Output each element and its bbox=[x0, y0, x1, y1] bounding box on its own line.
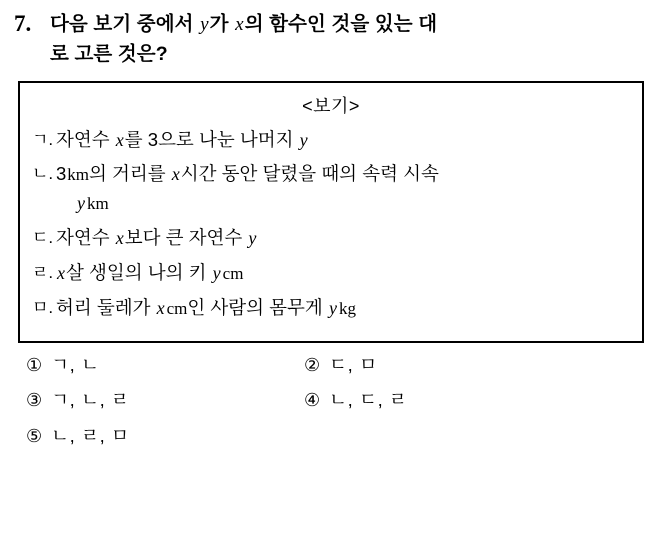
item-body-a bbox=[56, 126, 630, 155]
answer-row-3 bbox=[26, 424, 643, 448]
question-number: 7. bbox=[14, 11, 32, 36]
item-b-unit-km-2: km bbox=[87, 194, 109, 214]
item-body-e bbox=[56, 294, 630, 323]
answer-option-3[interactable] bbox=[26, 388, 304, 412]
item-e-variable-x: x bbox=[156, 297, 165, 318]
item-e-text-1: 허리 둘레가 bbox=[56, 296, 156, 318]
item-d-variable-x: x bbox=[57, 263, 65, 284]
item-e-unit-cm: cm bbox=[166, 298, 188, 318]
item-b-text-3: 시간 동안 달렸을 때의 속력 시속 bbox=[180, 163, 439, 185]
answer-text-3: ㄱ, ㄴ, ㄹ bbox=[51, 389, 130, 411]
item-d-variable-y: y bbox=[212, 263, 221, 284]
answer-number-2: ② bbox=[304, 354, 321, 375]
answer-option-2[interactable] bbox=[304, 353, 378, 377]
item-c-text-2: 보다 큰 자연수 bbox=[124, 227, 248, 249]
item-b-variable-y: y bbox=[77, 193, 85, 214]
item-label-c: ㄷ. bbox=[32, 228, 54, 248]
item-label-a: ㄱ. bbox=[32, 129, 54, 149]
item-a-variable-y: y bbox=[299, 129, 308, 150]
answer-row-1 bbox=[26, 353, 643, 377]
answer-option-1[interactable] bbox=[26, 353, 304, 377]
item-d-unit-cm: cm bbox=[222, 264, 244, 284]
item-body-d bbox=[56, 259, 630, 288]
item-label-b: ㄴ. bbox=[32, 164, 54, 184]
answer-number-4: ④ bbox=[304, 390, 321, 411]
question-text-line-2: 로 고른 것은? bbox=[50, 42, 168, 65]
variable-y: y bbox=[200, 14, 209, 35]
item-e-text-2: 인 사람의 몸무게 bbox=[187, 296, 328, 318]
list-item bbox=[32, 294, 630, 323]
list-item bbox=[32, 259, 630, 288]
item-c-variable-y: y bbox=[248, 228, 257, 249]
answer-number-3: ③ bbox=[26, 390, 43, 411]
question-text-part-3: 의 함수인 것을 있는 대 bbox=[244, 13, 438, 35]
answer-number-5: ⑤ bbox=[26, 425, 43, 446]
item-d-text-1: 살 생일의 나의 키 bbox=[66, 262, 212, 284]
answer-options bbox=[26, 353, 643, 448]
item-body-c bbox=[56, 224, 630, 253]
list-item bbox=[32, 126, 630, 155]
list-item bbox=[32, 160, 630, 218]
answer-row-2 bbox=[26, 388, 643, 412]
item-e-variable-y: y bbox=[328, 297, 337, 318]
item-a-text-2: 를 3으로 나눈 나머지 bbox=[124, 128, 299, 150]
question-text-part-2: 가 bbox=[209, 13, 235, 35]
item-b-text-2: 의 거리를 bbox=[89, 163, 171, 185]
item-body-b bbox=[56, 160, 630, 218]
answer-number-1: ① bbox=[26, 354, 43, 375]
question-text-part-1: 다음 보기 중에서 bbox=[50, 13, 200, 35]
item-a-variable-x: x bbox=[115, 129, 124, 150]
item-label-e: ㅁ. bbox=[32, 297, 54, 317]
item-b-text-1: 3 bbox=[56, 163, 67, 185]
box-title: <보기> bbox=[302, 95, 360, 116]
item-b-line-2 bbox=[56, 189, 630, 218]
item-e-unit-kg: kg bbox=[338, 298, 356, 318]
question-text bbox=[50, 10, 649, 70]
list-item bbox=[32, 224, 630, 253]
choices-box bbox=[18, 81, 644, 343]
question-header bbox=[14, 10, 649, 70]
answer-option-5[interactable] bbox=[26, 424, 304, 448]
answer-option-4[interactable] bbox=[304, 388, 408, 412]
item-c-variable-x: x bbox=[115, 228, 124, 249]
answer-text-5: ㄴ, ㄹ, ㅁ bbox=[51, 424, 130, 446]
item-c-text-1: 자연수 bbox=[56, 227, 115, 249]
item-a-text-1: 자연수 bbox=[56, 128, 115, 150]
answer-text-4: ㄴ, ㄷ, ㄹ bbox=[329, 389, 408, 411]
answer-text-2: ㄷ, ㅁ bbox=[329, 353, 378, 375]
variable-x: x bbox=[235, 14, 244, 35]
answer-text-1: ㄱ, ㄴ bbox=[51, 353, 100, 375]
item-b-variable-x: x bbox=[171, 164, 180, 185]
item-label-d: ㄹ. bbox=[32, 263, 54, 283]
item-b-unit-km: km bbox=[67, 165, 90, 185]
